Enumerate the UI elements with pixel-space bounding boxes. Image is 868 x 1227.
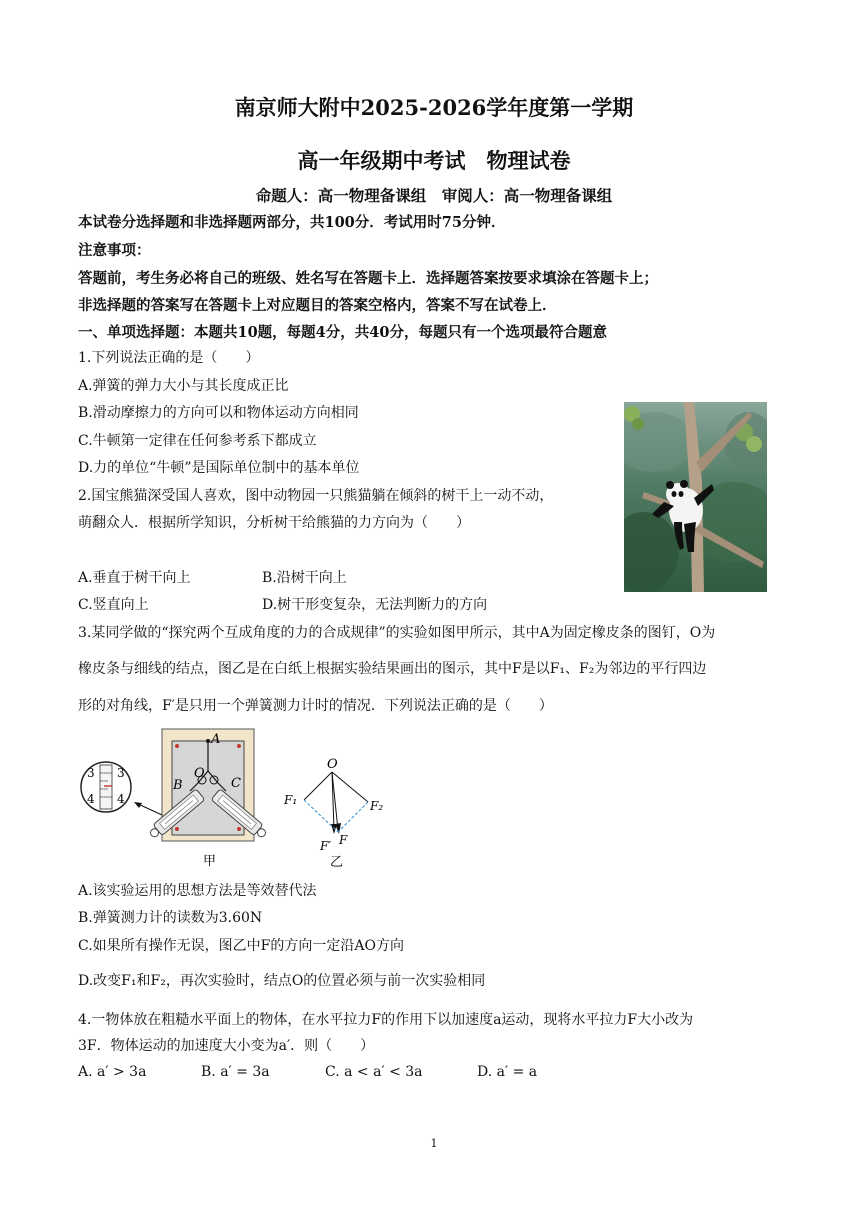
q2-stem-line1: 2.国宝熊猫深受国人喜欢，图中动物园一只熊猫躺在倾斜的树干上一动不动， bbox=[78, 488, 554, 504]
q3-stem-line3: 形的对角线，F′是只用一个弹簧测力计时的情况．下列说法正确的是（ ） bbox=[78, 698, 553, 714]
scale-label-3-left: 3 bbox=[87, 766, 95, 780]
q2-option-b: B.沿树干向上 bbox=[262, 570, 347, 586]
q4-option-b: B. a′ = 3a bbox=[201, 1064, 270, 1080]
scale-label-3-right: 3 bbox=[117, 766, 125, 780]
q1-option-c: C.牛顿第一定律在任何参考系下都成立 bbox=[78, 433, 317, 449]
label-c: C bbox=[231, 776, 241, 791]
notice-line-2: 非选择题的答案写在答题卡上对应题目的答案空格内，答案不写在试卷上． bbox=[78, 297, 557, 314]
q1-option-a: A.弹簧的弹力大小与其长度成正比 bbox=[78, 378, 289, 394]
figure-jia bbox=[78, 725, 278, 870]
notice-label: 注意事项： bbox=[78, 242, 151, 259]
section-heading: 一、单项选择题：本题共10题，每题4分，共40分，每题只有一个选项最符合题意 bbox=[78, 324, 607, 341]
q4-option-a: A. a′ > 3a bbox=[78, 1064, 147, 1080]
label-f: F bbox=[339, 833, 348, 847]
q1-option-b: B.滑动摩擦力的方向可以和物体运动方向相同 bbox=[78, 405, 359, 421]
q1-option-d: D.力的单位“牛顿”是国际单位制中的基本单位 bbox=[78, 460, 360, 476]
q3-stem-line1: 3.某同学做的“探究两个互成角度的力的合成规律”的实验如图甲所示，其中A为固定橡皮条的图钉，O为 bbox=[78, 625, 716, 641]
q3-option-a: A.该实验运用的思想方法是等效替代法 bbox=[78, 883, 317, 899]
q2-stem-line2: 萌翻众人．根据所学知识，分析树干给熊猫的力方向为（ ） bbox=[78, 515, 470, 531]
caption-jia: 甲 bbox=[203, 854, 217, 869]
q4-stem-line2: 3F．物体运动的加速度大小变为a′．则（ ） bbox=[78, 1038, 375, 1054]
figure-yi bbox=[282, 752, 392, 870]
label-f-prime: F′ bbox=[320, 839, 332, 853]
exam-subtitle: 高一年级期中考试 物理试卷 bbox=[297, 148, 571, 173]
exam-title: 南京师大附中2025-2026学年度第一学期 bbox=[234, 95, 634, 120]
q1-stem: 1.下列说法正确的是（ ） bbox=[78, 350, 260, 366]
label-a: A bbox=[211, 732, 221, 747]
label-o-yi: O bbox=[327, 757, 338, 772]
scale-label-4-left: 4 bbox=[87, 792, 95, 806]
label-f2: F₂ bbox=[370, 799, 384, 813]
q3-stem-line2: 橡皮条与细线的结点，图乙是在白纸上根据实验结果画出的图示，其中F是以F₁、F₂为邻边的平行四边 bbox=[78, 661, 707, 677]
q2-option-d: D.树干形变复杂，无法判断力的方向 bbox=[262, 597, 488, 613]
q3-option-c: C.如果所有操作无误，图乙中F的方向一定沿AO方向 bbox=[78, 938, 404, 954]
label-b: B bbox=[173, 778, 183, 793]
scale-label-4-right: 4 bbox=[117, 792, 125, 806]
page-number: 1 bbox=[430, 1137, 438, 1150]
q4-option-c: C. a < a′ < 3a bbox=[325, 1064, 423, 1080]
label-o: O bbox=[194, 766, 205, 781]
authors-line: 命题人：高一物理备课组 审阅人：高一物理备课组 bbox=[255, 186, 613, 205]
q3-option-b: B.弹簧测力计的读数为3.60N bbox=[78, 910, 263, 926]
q2-option-c: C.竖直向上 bbox=[78, 597, 149, 613]
caption-yi: 乙 bbox=[330, 855, 344, 870]
q4-option-d: D. a′ = a bbox=[477, 1064, 538, 1080]
q2-option-a: A.垂直于树干向上 bbox=[78, 570, 191, 586]
intro-line: 本试卷分选择题和非选择题两部分，共100分．考试用时75分钟． bbox=[78, 214, 506, 231]
panda-photo bbox=[624, 402, 767, 592]
label-f1: F₁ bbox=[284, 793, 298, 807]
notice-line-1: 答题前，考生务必将自己的班级、姓名写在答题卡上．选择题答案按要求填涂在答题卡上； bbox=[78, 270, 658, 287]
q4-stem-line1: 4.一物体放在粗糙水平面上的物体，在水平拉力F的作用下以加速度a运动，现将水平拉力F大小改为 bbox=[78, 1012, 694, 1028]
q3-option-d: D.改变F₁和F₂，再次实验时，结点O的位置必须与前一次实验相同 bbox=[78, 973, 486, 989]
